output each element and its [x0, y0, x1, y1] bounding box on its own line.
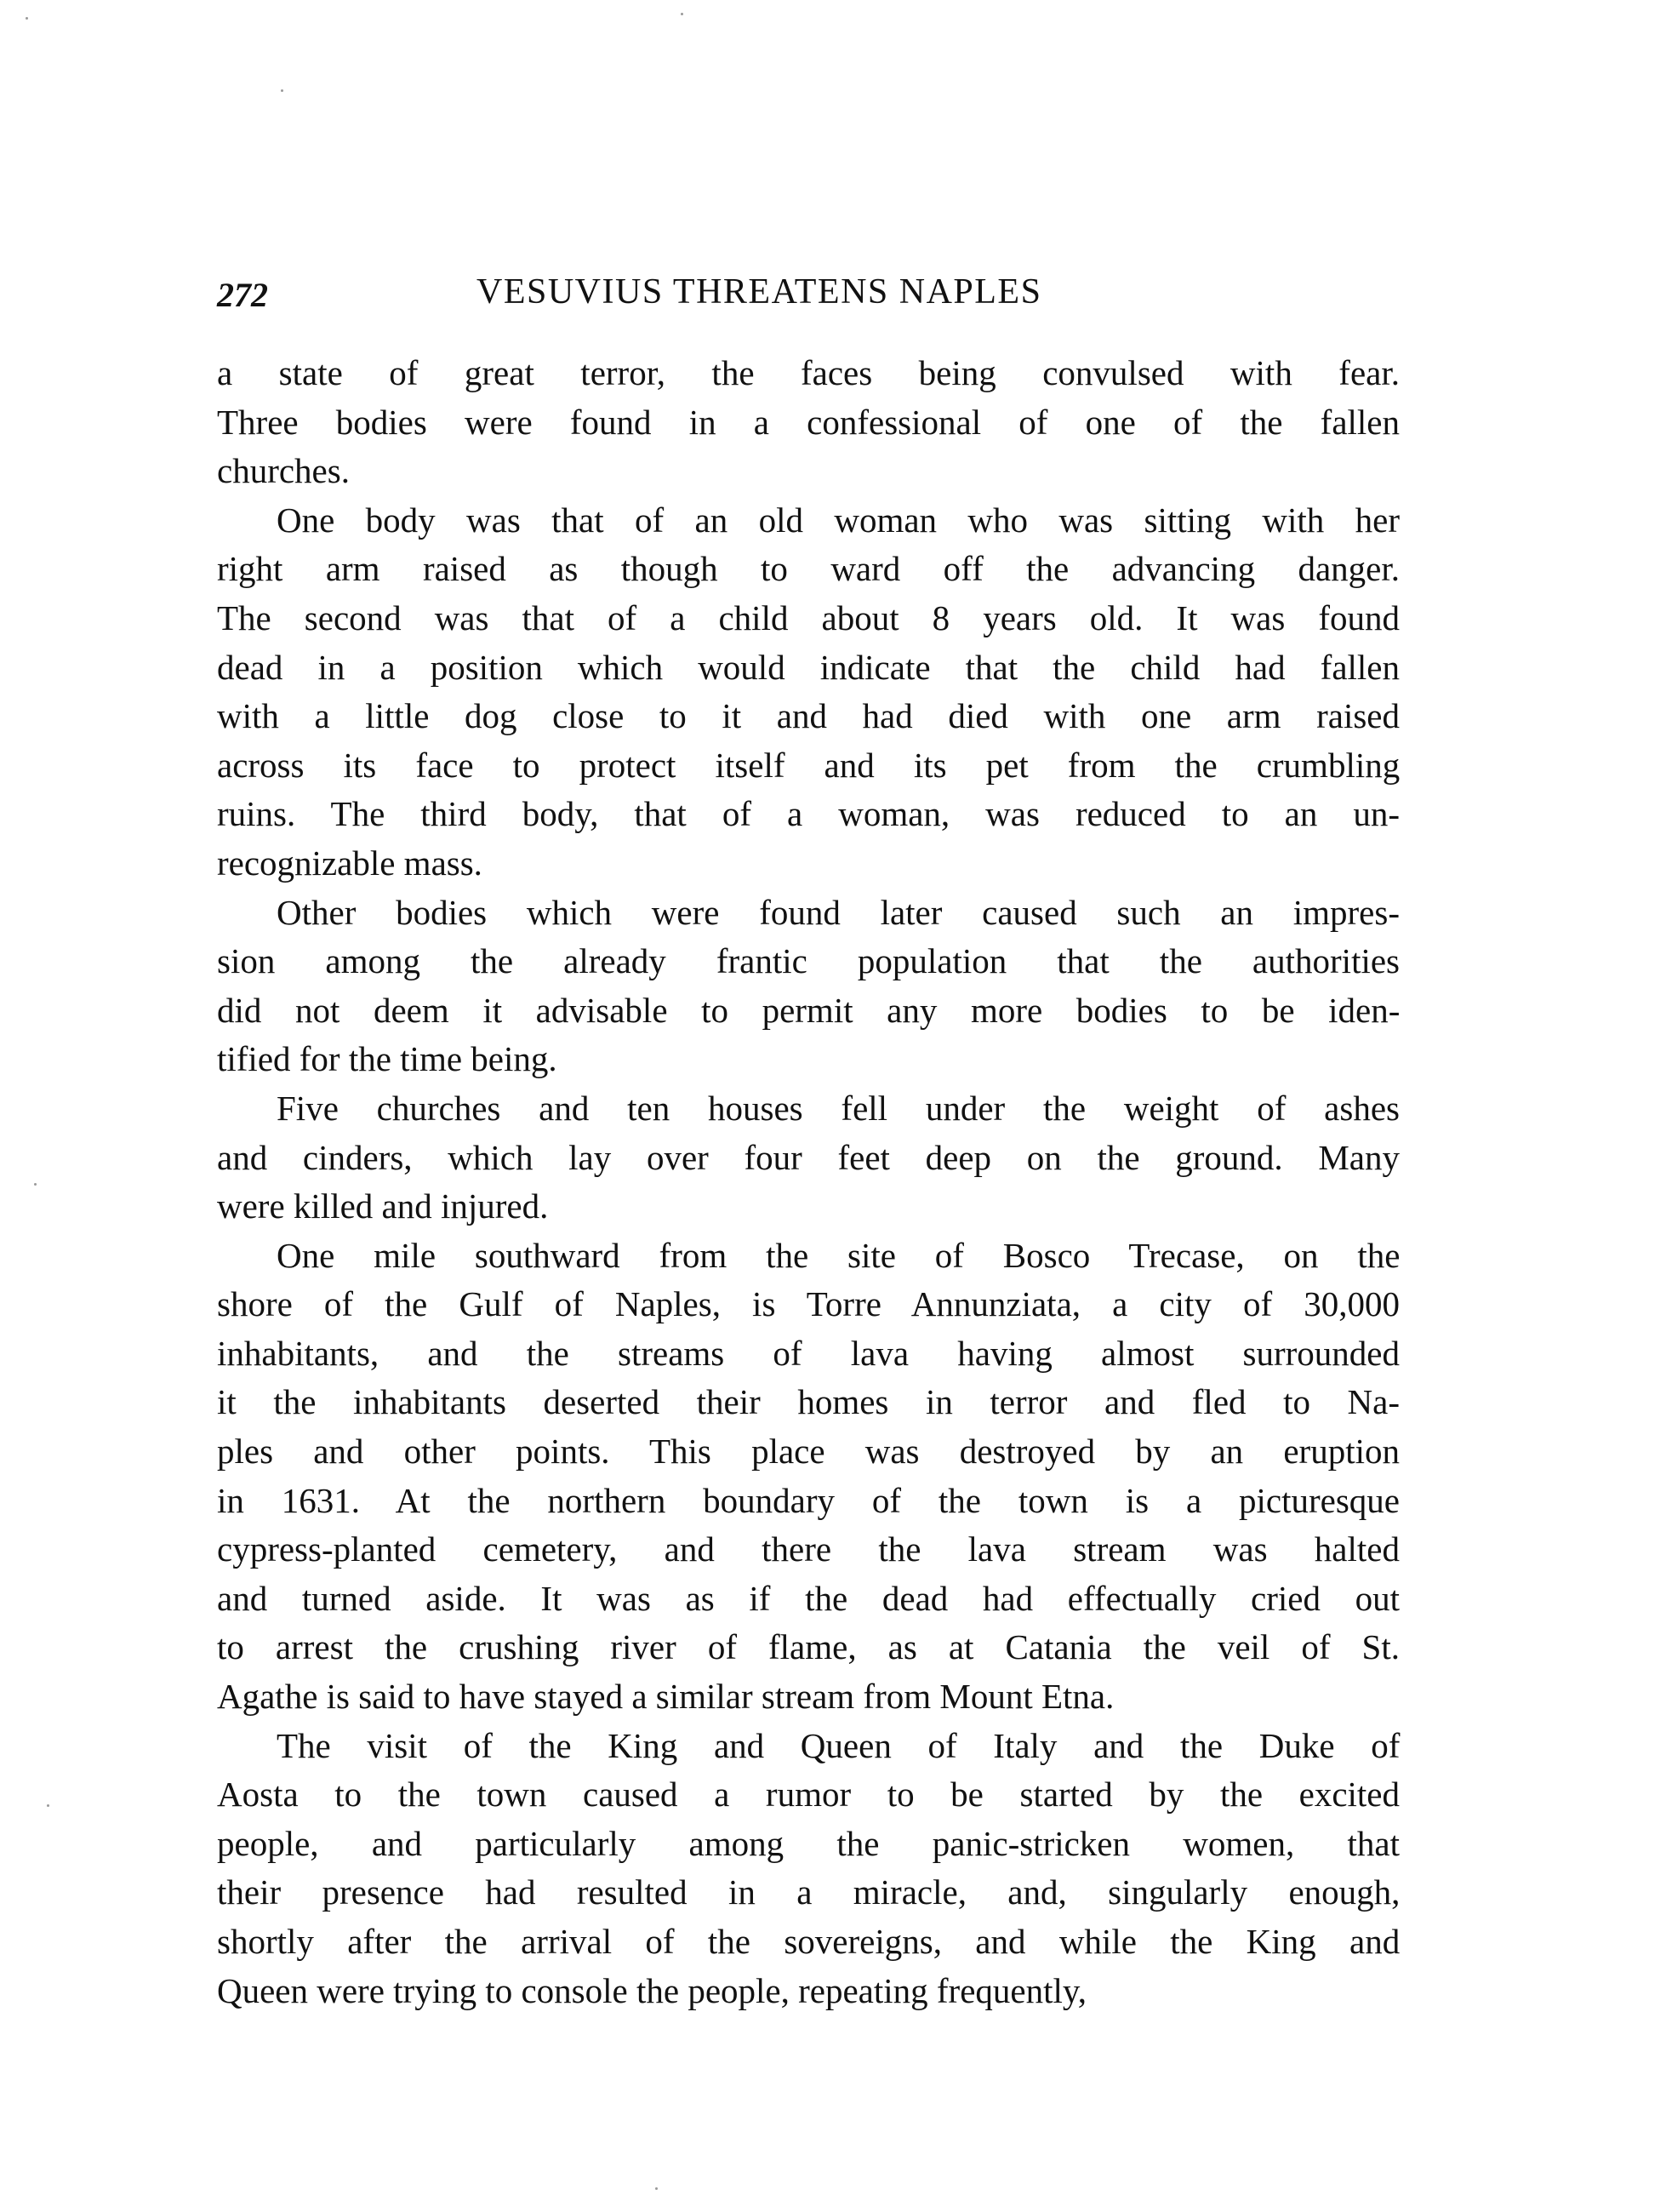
text-line: shore of the Gulf of Naples, is Torre Annunziata, a city of 30,000: [217, 1284, 1400, 1324]
page-number: 272: [217, 276, 268, 314]
text-line: Queen were trying to console the people, repeating frequently,: [217, 1970, 1087, 2010]
text-line: their presence had resulted in a miracle, and, singularly enough,: [217, 1872, 1401, 1912]
text-line: recognizable mass.: [217, 843, 482, 883]
scan-speck: [47, 1804, 49, 1807]
body-text: [217, 349, 1400, 2015]
text-line: One body was that of an old woman who was sitting with her: [277, 500, 1400, 540]
text-line: and turned aside. It was as if the dead had effectually cried out: [217, 1578, 1400, 1618]
text-line: across its face to protect itself and its pet from the crumbling: [217, 745, 1401, 785]
running-head: [217, 264, 1400, 315]
text-line: did not deem it advisable to permit any more bodies to be iden-: [217, 990, 1401, 1030]
text-line: it the inhabitants deserted their homes in terror and fled to Na-: [217, 1382, 1400, 1422]
text-line: ples and other points. This place was destroyed by an eruption: [217, 1432, 1400, 1472]
scan-speck: [655, 2187, 658, 2190]
text-line: and cinders, which lay over four feet deep on the ground. Many: [217, 1137, 1400, 1177]
text-line: Three bodies were found in a confessional of one of the fallen: [217, 402, 1400, 442]
text-line: right arm raised as though to ward off the advancing danger.: [217, 549, 1400, 589]
text-line: One mile southward from the site of Bosco Trecase, on the: [277, 1235, 1401, 1275]
text-line: ruins. The third body, that of a woman, was reduced to an un-: [217, 794, 1400, 834]
text-line: Aosta to the town caused a rumor to be started by the excited: [217, 1775, 1400, 1815]
text-line: Five churches and ten houses fell under the weight of ashes: [277, 1088, 1400, 1128]
paragraph: [217, 1084, 1400, 1232]
text-line: inhabitants, and the streams of lava having almost surrounded: [217, 1333, 1400, 1373]
paragraph: [217, 496, 1400, 889]
scan-speck: [34, 1183, 37, 1186]
text-line: The second was that of a child about 8 years old. It was found: [217, 597, 1400, 637]
text-line: in 1631. At the northern boundary of the town is a picturesque: [217, 1480, 1400, 1520]
text-line: dead in a position which would indicate that the child had fallen: [217, 647, 1400, 687]
paragraph: [217, 1232, 1400, 1722]
text-line: Agathe is said to have stayed a similar stream from Mount Etna.: [217, 1677, 1115, 1717]
text-line: people, and particularly among the panic-stricken women, that: [217, 1823, 1400, 1863]
scan-speck: [281, 89, 283, 92]
text-line: shortly after the arrival of the sovereigns, and while the King and: [217, 1922, 1401, 1961]
text-line: with a little dog close to it and had died with one arm raised: [217, 696, 1400, 736]
paragraph: [217, 1722, 1400, 2016]
text-line: to arrest the crushing river of flame, as at Catania the veil of St.: [217, 1627, 1400, 1667]
text-line: churches.: [217, 451, 350, 491]
paragraph: [217, 889, 1400, 1084]
running-title: VESUVIUS THREATENS NAPLES: [476, 272, 1042, 312]
text-line: sion among the already frantic population that the authorities: [217, 941, 1400, 981]
text-line: a state of great terror, the faces being convulsed with fear.: [217, 353, 1400, 392]
text-line: tified for the time being.: [217, 1039, 557, 1079]
paragraph: [217, 349, 1400, 496]
text-line: cypress-planted cemetery, and there the lava stream was halted: [217, 1529, 1400, 1569]
text-line: were killed and injured.: [217, 1186, 549, 1226]
text-line: Other bodies which were found later caused such an impres-: [277, 892, 1400, 932]
scan-speck: [681, 13, 683, 15]
scan-speck: [26, 17, 28, 20]
text-line: The visit of the King and Queen of Italy and the Duke of: [277, 1725, 1401, 1765]
